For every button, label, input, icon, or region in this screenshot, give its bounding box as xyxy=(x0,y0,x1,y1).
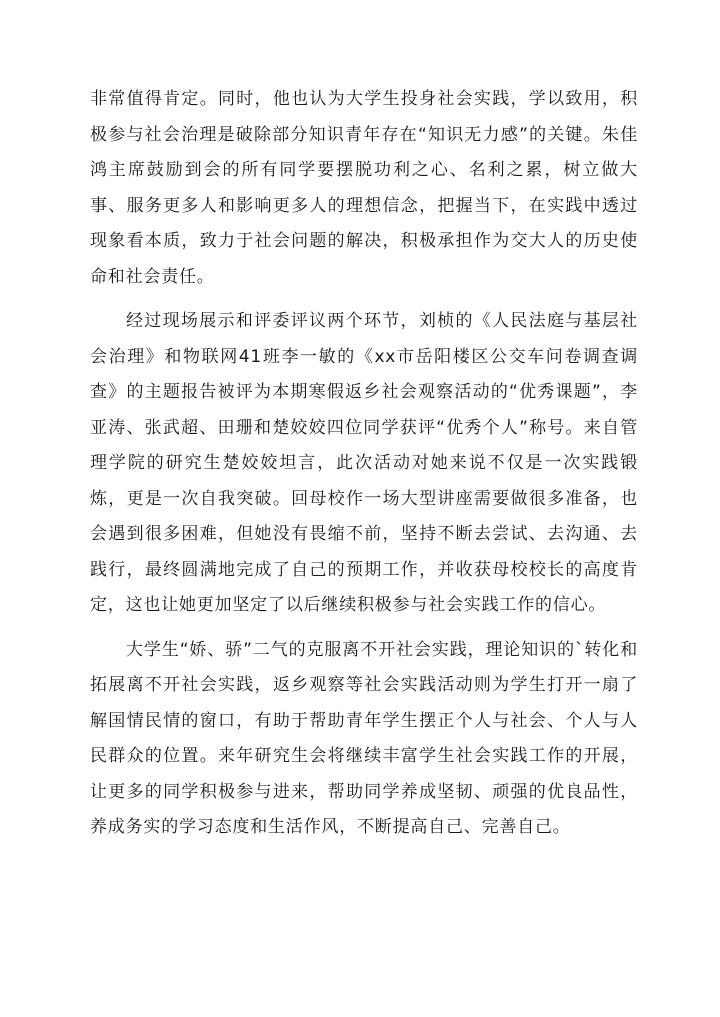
paragraph-2: 经过现场展示和评委评议两个环节，刘桢的《人民法庭与基层社会治理》和物联网41班李一敏的《xx市岳阳楼区公交车问卷调查调查》的主题报告被评为本期寒假返乡社会观察活动的“优秀课题”，李亚涛、张武超、田珊和楚姣姣四位同学获评“优秀个人”称号。来自管理学院的研究生楚姣姣坦言，此次活动对她来说不仅是一次实践锻炼，更是一次自我突破。回母校作一场大型讲座需要做很多准备，也会遇到很多困难，但她没有畏缩不前，坚持不断去尝试、去沟通、去践行，最终圆满地完成了自己的预期工作，并收获母校校长的高度肯定，这也让她更加坚定了以后继续积极参与社会实践工作的信心。 xyxy=(90,311,638,615)
paragraph-1: 非常值得肯定。同时，他也认为大学生投身社会实践，学以致用，积极参与社会治理是破除部分知识青年存在“知识无力感”的关键。朱佳鸿主席鼓励到会的所有同学要摆脱功利之心、名利之累，树立做大事、服务更多人和影响更多人的理想信念，把握当下，在实践中透过现象看本质，致力于社会问题的解决，积极承担作为交大人的历史使命和社会责任。 xyxy=(90,89,638,287)
document-body xyxy=(90,82,638,855)
paragraph-3: 大学生“娇、骄”二气的克服离不开社会实践，理论知识的`转化和拓展离不开社会实践，返乡观察等社会实践活动则为学生打开一扇了解国情民情的窗口，有助于帮助青年学生摆正个人与社会、个人与人民群众的位置。来年研究生会将继续丰富学生社会实践工作的开展，让更多的同学积极参与进来，帮助同学养成坚韧、顽强的优良品性，养成务实的学习态度和生活作风，不断提高自己、完善自己。 xyxy=(90,639,638,837)
